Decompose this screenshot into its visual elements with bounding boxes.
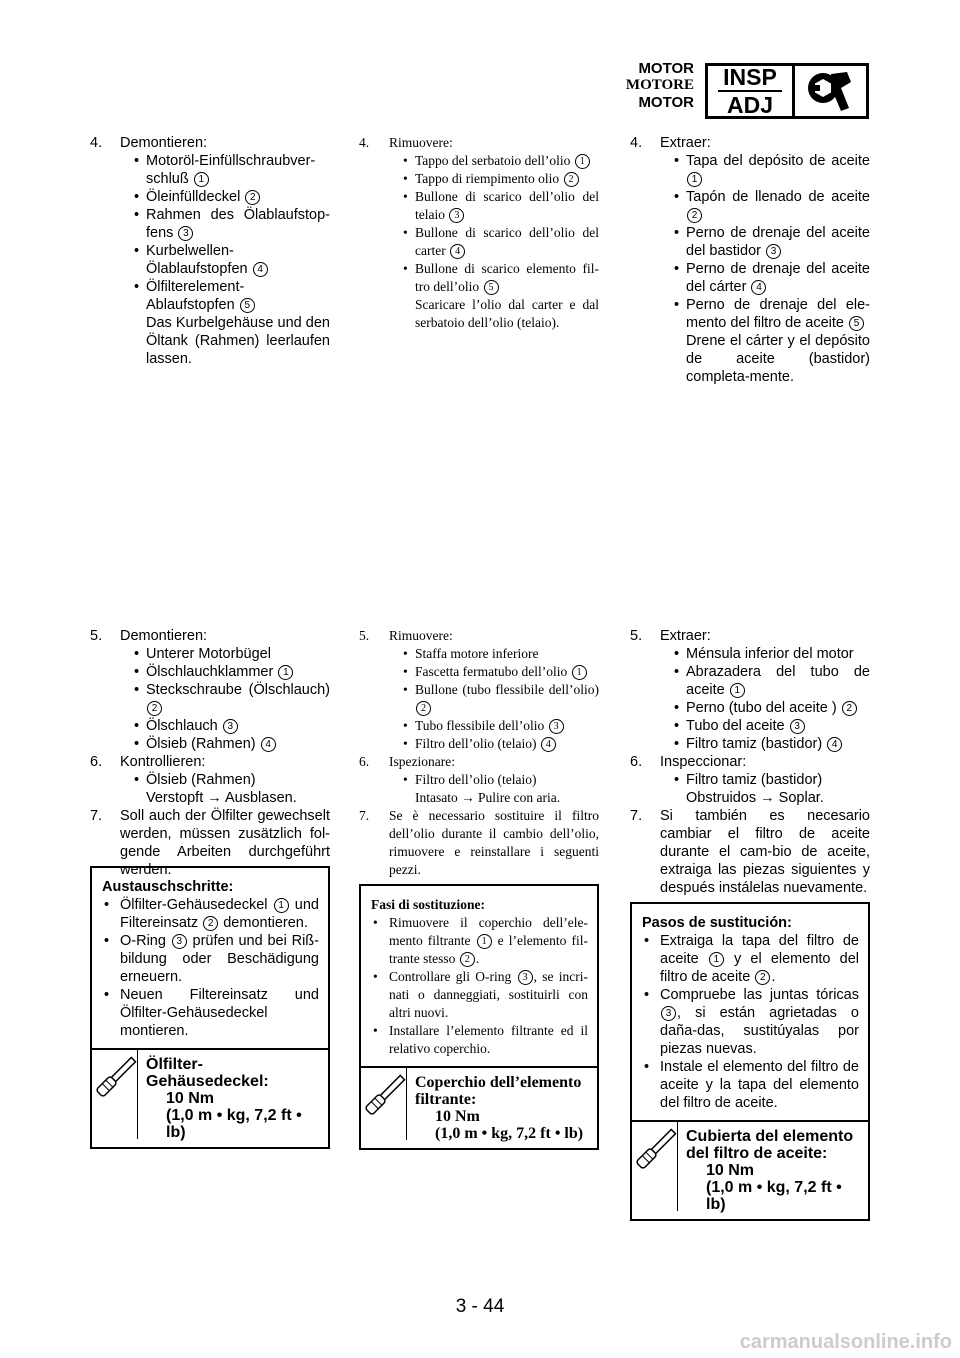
list-item-text: • Bullone di scarico dell’olio del carter 4: [415, 225, 599, 258]
step-number: 5.: [359, 628, 370, 643]
callout-number: 2: [842, 701, 857, 716]
step-note: Drene el cárter y el depósito de aceite (bastidor) completa-mente.: [686, 333, 870, 385]
callout-number: 3: [223, 719, 238, 734]
step-title: Kontrollieren:: [120, 754, 206, 770]
box-list-item: • Extraiga la tapa del filtro de aceite 1 y el elemento del filtro de aceite 2 .: [642, 932, 859, 986]
list-item-text: • Öleinfülldeckel 2: [120, 188, 330, 206]
step-heading: [630, 753, 870, 771]
list-item: [359, 152, 599, 170]
torque-value: 10 Nm: [706, 1162, 755, 1179]
badge-insp: INSP: [723, 64, 777, 90]
step-number: 7.: [359, 808, 370, 823]
callout-number: 1: [575, 154, 590, 169]
list-item-text: • Filtro tamiz (bastidor) 4: [660, 735, 870, 753]
column-italian: [359, 134, 599, 332]
callout-number: 3: [790, 719, 805, 734]
list-item-text: • Tubo del aceite 3: [660, 717, 870, 735]
step-heading: [630, 134, 870, 152]
step-heading: [630, 627, 870, 645]
torque-alt-units: (1,0 m • kg, 7,2 ft • lb): [166, 1107, 302, 1141]
replacement-box-italian: [359, 884, 599, 1150]
step-heading: [359, 753, 599, 771]
insp-adj-text: [708, 66, 795, 116]
step-number: 4.: [359, 135, 370, 150]
list-item: [359, 735, 599, 753]
list-item-text: • Bullone (tubo flessibile dell’olio) 2: [415, 682, 599, 715]
callout-number: 1: [709, 952, 724, 967]
torque-label: Cubierta del elemento del filtro de aceite:: [686, 1128, 854, 1162]
list-item: [90, 645, 330, 663]
list-item-text: • Motoröl-Einfüllschraubver-schluß 1: [146, 153, 316, 187]
step-number: 7.: [90, 808, 103, 824]
box-title: Pasos de sustitución:: [642, 915, 792, 931]
list-item-text: • Abrazadera del tubo de aceite 1: [686, 664, 870, 698]
list-item: [90, 206, 330, 242]
list-item: [90, 242, 330, 278]
step-note: Das Kurbelgehäuse und den Öltank (Rahmen) leerlaufen lassen.: [146, 315, 330, 367]
callout-number: 4: [827, 737, 842, 752]
torque-label: Coperchio dell’elemento filtrante:: [415, 1074, 582, 1108]
list-item-text: • Ölsieb (Rahmen): [146, 772, 256, 788]
list-item: [630, 663, 870, 699]
callout-number: 3: [518, 970, 533, 985]
callout-number: 5: [240, 298, 255, 313]
list-item-text: • Filtro dell’olio (telaio) 4: [389, 735, 599, 753]
list-item: [630, 260, 870, 296]
callout-number: 1: [730, 683, 745, 698]
list-item: [359, 260, 599, 296]
list-item-text: • Tapa del depósito de aceite 1: [686, 153, 870, 185]
list-item: [359, 717, 599, 735]
list-item-text: • Perno (tubo del aceite ) 2: [660, 699, 870, 717]
box-list-item: • O-Ring 3 prüfen und bei Riß-bildung oder Beschädigung erneuern.: [102, 932, 319, 986]
box-list-item: • Instale el elemento del filtro de aceite y la tapa del elemento del filtro de aceite.: [642, 1058, 859, 1112]
step-number: 7.: [630, 808, 643, 824]
list-item: [90, 663, 330, 681]
list-item: [359, 663, 599, 681]
step-title: Demontieren:: [120, 628, 208, 644]
list-item-text: • Bullone di scarico elemento fil-tro dell’olio 5: [415, 261, 599, 294]
step-note: Verstopft → Ausblasen.: [146, 790, 297, 806]
list-item-text: • Tappo del serbatoio dell’olio 1: [389, 152, 599, 170]
list-item: [359, 188, 599, 224]
list-item-text: • Ölschlauchklammer 1: [120, 663, 330, 681]
torque-label: Ölfilter-Gehäusedeckel:: [146, 1056, 269, 1090]
box-title: Austauschschritte:: [102, 879, 234, 895]
step-heading: [359, 627, 599, 645]
list-item: [90, 278, 330, 314]
torque-wrench-icon: [92, 1050, 138, 1147]
torque-value: 10 Nm: [435, 1108, 480, 1125]
callout-number: 5: [849, 316, 864, 331]
list-item: [90, 152, 330, 188]
callout-number: 4: [253, 262, 268, 277]
callout-number: 1: [274, 898, 289, 913]
list-item-text: • Perno de drenaje del ele-mento del filtro de aceite 5: [686, 297, 870, 331]
box-list-item: • Rimuovere il coperchio dell’ele-mento filtrante 1 e l’elemento fil-trante stesso 2 .: [371, 914, 588, 968]
list-item-text: • Tubo flessibile dell’olio 3: [389, 717, 599, 735]
step-text: Se è necessario sostituire il filtro dell’olio durante il cambio dell’olio, rimuovere e reinstallare i seguenti pezzi.: [389, 808, 599, 877]
list-item: [359, 681, 599, 717]
callout-number: 1: [572, 665, 587, 680]
step-number: 5.: [630, 628, 643, 644]
section-label-de: MOTOR: [638, 60, 694, 77]
step-heading: [90, 753, 330, 771]
callout-number: 2: [416, 701, 431, 716]
box-content: [92, 868, 328, 1048]
list-item: [90, 735, 330, 753]
step-title: Extraer:: [660, 628, 711, 644]
list-item-text: • Fascetta fermatubo dell’olio 1: [389, 663, 599, 681]
list-item-text: • Ölschlauch 3: [120, 717, 330, 735]
list-item: [630, 152, 870, 188]
callout-number: 2: [564, 172, 579, 187]
callout-number: 2: [687, 208, 702, 223]
step-text: Soll auch der Ölfilter gewechselt werden, müssen zusätzlich fol-gende Arbeiten durchgeführt werden.: [120, 808, 330, 878]
list-item: [630, 699, 870, 717]
step-note: Intasato → Pulire con aria.: [415, 790, 561, 805]
watermark: carmanualsonline.info: [739, 1331, 952, 1353]
step-note: Scaricare l’olio dal carter e dal serbatoio dell’olio (telaio).: [415, 297, 599, 330]
callout-number: 2: [460, 952, 475, 967]
list-item: [630, 296, 870, 332]
torque-spec: [92, 1048, 328, 1147]
box-content: [361, 886, 597, 1066]
step-title: Inspeccionar:: [660, 754, 747, 770]
torque-wrench-icon: [632, 1122, 678, 1219]
callout-number: 1: [278, 665, 293, 680]
step-note: Obstruidos → Soplar.: [686, 790, 824, 806]
list-item: [90, 771, 330, 789]
box-list-item: • Ölfilter-Gehäusedeckel 1 und Filtereinsatz 2 demontieren.: [102, 896, 319, 932]
torque-spec: [361, 1066, 597, 1148]
step-number: 6.: [90, 754, 103, 770]
list-item: [630, 188, 870, 224]
badge-adj: ADJ: [726, 92, 773, 118]
list-item: [90, 188, 330, 206]
list-item: [359, 170, 599, 188]
list-item-text: • Kurbelwellen-Ölablaufstopfen 4: [120, 242, 330, 278]
list-item: [90, 717, 330, 735]
callout-number: 4: [541, 737, 556, 752]
callout-number: 3: [661, 1006, 676, 1021]
list-item-text: • Bullone di scarico dell’olio del telaio 3: [415, 189, 599, 222]
step-title: Ispezionare:: [389, 754, 455, 769]
box-content: [632, 904, 868, 1120]
wrench-icon: [795, 66, 866, 116]
callout-number: 1: [687, 172, 702, 187]
column-german: [90, 134, 330, 368]
callout-number: 1: [477, 934, 492, 949]
list-item: [359, 771, 599, 789]
page-number: 3 - 44: [455, 1296, 505, 1317]
callout-number: 3: [172, 934, 187, 949]
column-italian-steps-5-7: [359, 627, 599, 879]
step-number: 6.: [359, 754, 370, 769]
step-heading: [90, 627, 330, 645]
list-item-text: • Ölsieb (Rahmen) 4: [120, 735, 330, 753]
step-text: Si también es necesario cambiar el filtro de aceite durante el cam-bio de aceite, extraiga las piezas siguientes y después instálelas nuevamente.: [660, 808, 870, 896]
list-item: [359, 645, 599, 663]
torque-text: [678, 1122, 868, 1219]
torque-spec: [632, 1120, 868, 1219]
list-item-text: • Perno de drenaje del aceite del bastidor 3: [686, 225, 870, 259]
section-labels: [600, 60, 694, 111]
list-item-text: • Filtro dell’olio (telaio): [415, 772, 537, 787]
list-item-text: • Unterer Motorbügel: [146, 646, 271, 662]
box-title: Fasi di sostituzione:: [371, 897, 486, 912]
list-item-text: • Tapón de llenado de aceite 2: [686, 189, 870, 221]
callout-number: 4: [261, 737, 276, 752]
box-list-item: • Neuen Filtereinsatz und Ölfilter-Gehäusedeckel montieren.: [102, 986, 319, 1040]
column-german-steps-5-7: [90, 627, 330, 879]
list-item: [90, 681, 330, 717]
replacement-box-german: [90, 866, 330, 1149]
callout-number: 2: [245, 190, 260, 205]
step-heading: [359, 807, 599, 879]
list-item-text: • Tappo di riempimento olio 2: [389, 170, 599, 188]
callout-number: 3: [549, 719, 564, 734]
column-spanish: [630, 134, 870, 386]
list-item-text: • Ménsula inferior del motor: [686, 646, 854, 662]
list-item: [630, 771, 870, 789]
callout-number: 2: [203, 916, 218, 931]
box-list-item: • Controllare gli O-ring 3 , se incri-nati o danneggiati, sostituirli con altri nuovi.: [371, 968, 588, 1022]
step-heading: [359, 134, 599, 152]
column-spanish-steps-5-7: [630, 627, 870, 897]
callout-number: 5: [484, 280, 499, 295]
step-number: 4.: [90, 135, 103, 151]
box-list-item: • Installare l’elemento filtrante ed il relativo coperchio.: [371, 1022, 588, 1058]
box-list-item: • Compruebe las juntas tóricas 3 , si están agrietadas o daña-das, sustitúyalas por piezas nuevas.: [642, 986, 859, 1058]
step-heading: [630, 807, 870, 897]
insp-adj-badge: [705, 63, 869, 119]
callout-number: 3: [766, 244, 781, 259]
step-title: Rimuovere:: [389, 135, 453, 150]
callout-number: 4: [751, 280, 766, 295]
torque-alt-units: (1,0 m • kg, 7,2 ft • lb): [435, 1125, 584, 1142]
step-title: Demontieren:: [120, 135, 208, 151]
list-item-text: • Ölfilterelement-Ablaufstopfen 5: [120, 278, 330, 314]
list-item: [630, 645, 870, 663]
callout-number: 1: [194, 172, 209, 187]
list-item-text: • Perno de drenaje del aceite del cárter 4: [686, 261, 870, 295]
callout-number: 4: [450, 244, 465, 259]
list-item: [630, 224, 870, 260]
torque-text: [138, 1050, 328, 1147]
list-item: [630, 717, 870, 735]
step-number: 4.: [630, 135, 643, 151]
torque-text: [407, 1068, 597, 1148]
callout-number: 2: [147, 701, 162, 716]
list-item-text: • Filtro tamiz (bastidor): [686, 772, 823, 788]
callout-number: 3: [449, 208, 464, 223]
list-item-text: • Rahmen des Ölablaufstop-fens 3: [146, 207, 330, 241]
torque-wrench-icon: [361, 1068, 407, 1148]
list-item-text: • Staffa motore inferiore: [415, 646, 539, 661]
step-heading: [90, 134, 330, 152]
replacement-box-spanish: [630, 902, 870, 1221]
step-number: 6.: [630, 754, 643, 770]
callout-number: 3: [178, 226, 193, 241]
torque-alt-units: (1,0 m • kg, 7,2 ft • lb): [706, 1179, 842, 1213]
callout-number: 2: [755, 970, 770, 985]
section-label-es: MOTOR: [638, 94, 694, 111]
step-title: Rimuovere:: [389, 628, 453, 643]
torque-value: 10 Nm: [166, 1090, 215, 1107]
step-title: Extraer:: [660, 135, 711, 151]
section-label-it: MOTORE: [625, 77, 694, 93]
list-item-text: • Steckschraube (Ölschlauch) 2: [146, 682, 330, 714]
list-item: [359, 224, 599, 260]
step-number: 5.: [90, 628, 103, 644]
list-item: [630, 735, 870, 753]
